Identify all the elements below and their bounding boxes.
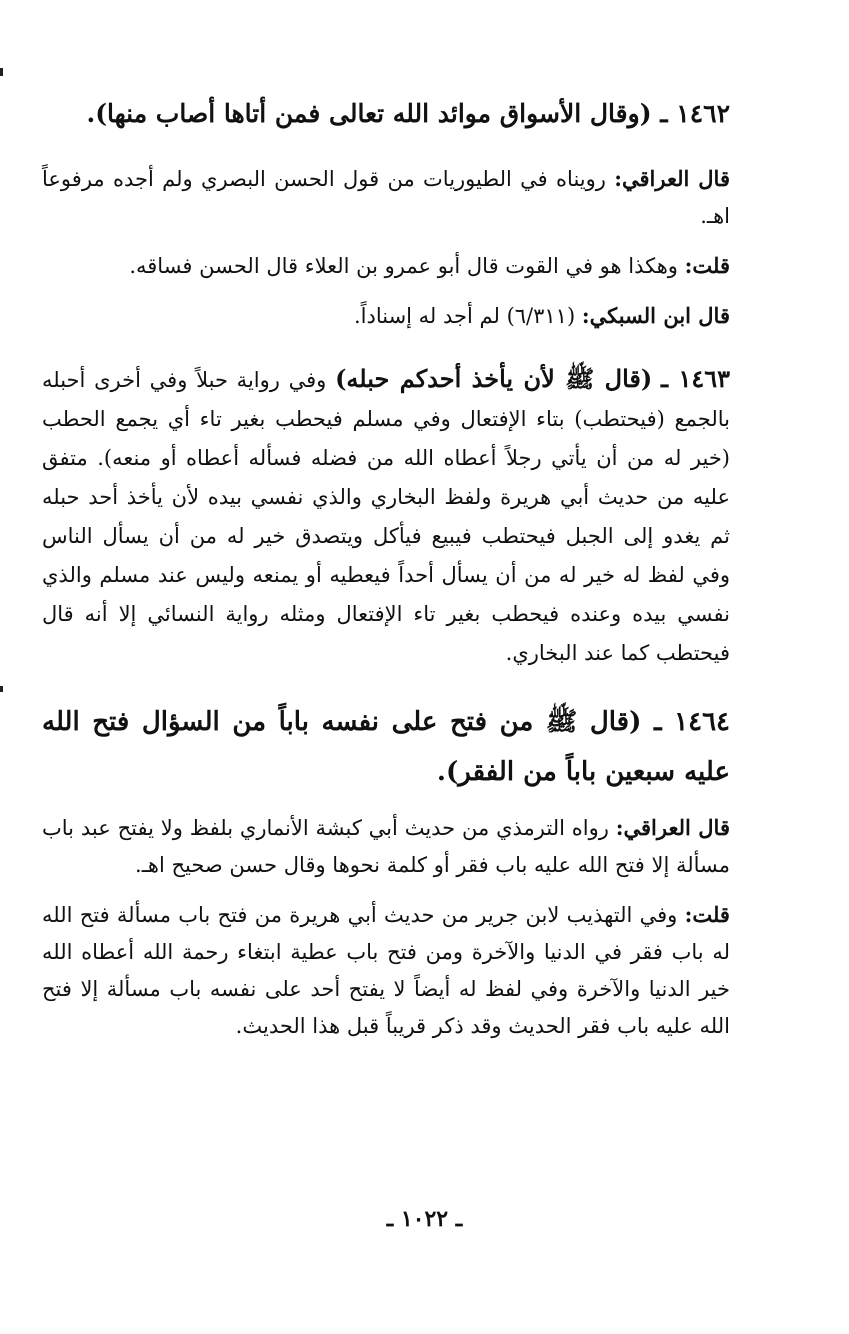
comment-text: وهكذا هو في القوت قال أبو عمرو بن العلاء قال الحسن فساقه. [129,254,678,278]
hadith-number: ١٤٦٤ ـ [653,707,730,737]
comment-paragraph [42,247,730,285]
hadith-heading [42,92,730,136]
comment-paragraph [42,297,730,335]
entry-1462 [42,92,730,335]
comment-paragraph [42,809,730,884]
hadith-heading [42,697,730,797]
document-page [42,92,730,1045]
hadith-commentary: وفي رواية حبلاً وفي أخرى أحبله بالجمع (فيحتطب) بتاء الإفتعال وفي مسلم فيحطب بغير تاء أي يجمع الحطب (خير له من أن يأتي رجلاً أعطاه الله من فضله فسأله أعطاه أو منعه). متفق عليه من حديث أبي هريرة ولفظ البخاري والذي نفسي بيده لأن يأخذ أحد حبله ثم يغدو إلى الجبل فيحتطب فيبيع فيأكل ويتصدق خير له من أن يسأل الناس وفي لفظ له خير له من أن يسأل أحداً فيعطيه أو يمنعه وليس عند مسلم والذي نفسي بيده وعنده فيحطب بغير تاء الإفتعال ومثله رواية النسائي إلا أنه قال فيحتطب كما عند البخاري. [42,368,730,665]
comment-text: (٦/٣١١) لم أجد له إسناداً. [353,304,576,328]
hadith-text: (قال ﷺ من فتح على نفسه باباً من السؤال فتح الله عليه سبعين باباً من الفقر). [42,707,730,787]
comment-text: رواه الترمذي من حديث أبي كبشة الأنماري بلفظ ولا يفتح عبد باب مسألة إلا فتح الله عليه باب فقر أو كلمة نحوها وقال حسن صحيح اهـ. [42,816,730,877]
comment-label: قال ابن السبكي: [581,303,730,328]
comment-label: قال العراقي: [614,166,730,191]
entry-1464 [42,697,730,1045]
hadith-paragraph [42,359,730,673]
hadith-text: (وقال الأسواق موائد الله تعالى فمن أتاها أصاب منها). [86,99,652,128]
page-number: ـ ١٠٢٢ ـ [386,1206,463,1232]
comment-label: قلت: [684,253,730,278]
comment-paragraph [42,896,730,1045]
comment-text: وفي التهذيب لابن جرير من حديث أبي هريرة من فتح باب مسألة فتح الله له باب فقر في الدنيا والآخرة ومن فتح باب عطية ابتغاء رحمة الله أعطاه الله خير الدنيا والآخرة وفي لفظ له أيضاً لا يفتح أحد على نفسه باب مسألة إلا فتح الله عليه باب فقر الحديث وقد ذكر قريباً قبل هذا الحديث. [42,903,730,1038]
scan-edge-mark-middle [0,686,3,692]
hadith-number: ١٤٦٢ ـ [660,99,730,128]
comment-label: قال العراقي: [615,815,730,840]
hadith-number: ١٤٦٣ ـ [660,364,730,393]
comment-text: رويناه في الطيوريات من قول الحسن البصري ولم أجده مرفوعاً اهـ. [42,167,730,228]
scan-edge-mark-top [0,68,3,76]
comment-paragraph [42,160,730,235]
hadith-text: (قال ﷺ لأن يأخذ أحدكم حبله) [335,364,653,393]
comment-label: قلت: [684,902,730,927]
entry-1463 [42,359,730,673]
